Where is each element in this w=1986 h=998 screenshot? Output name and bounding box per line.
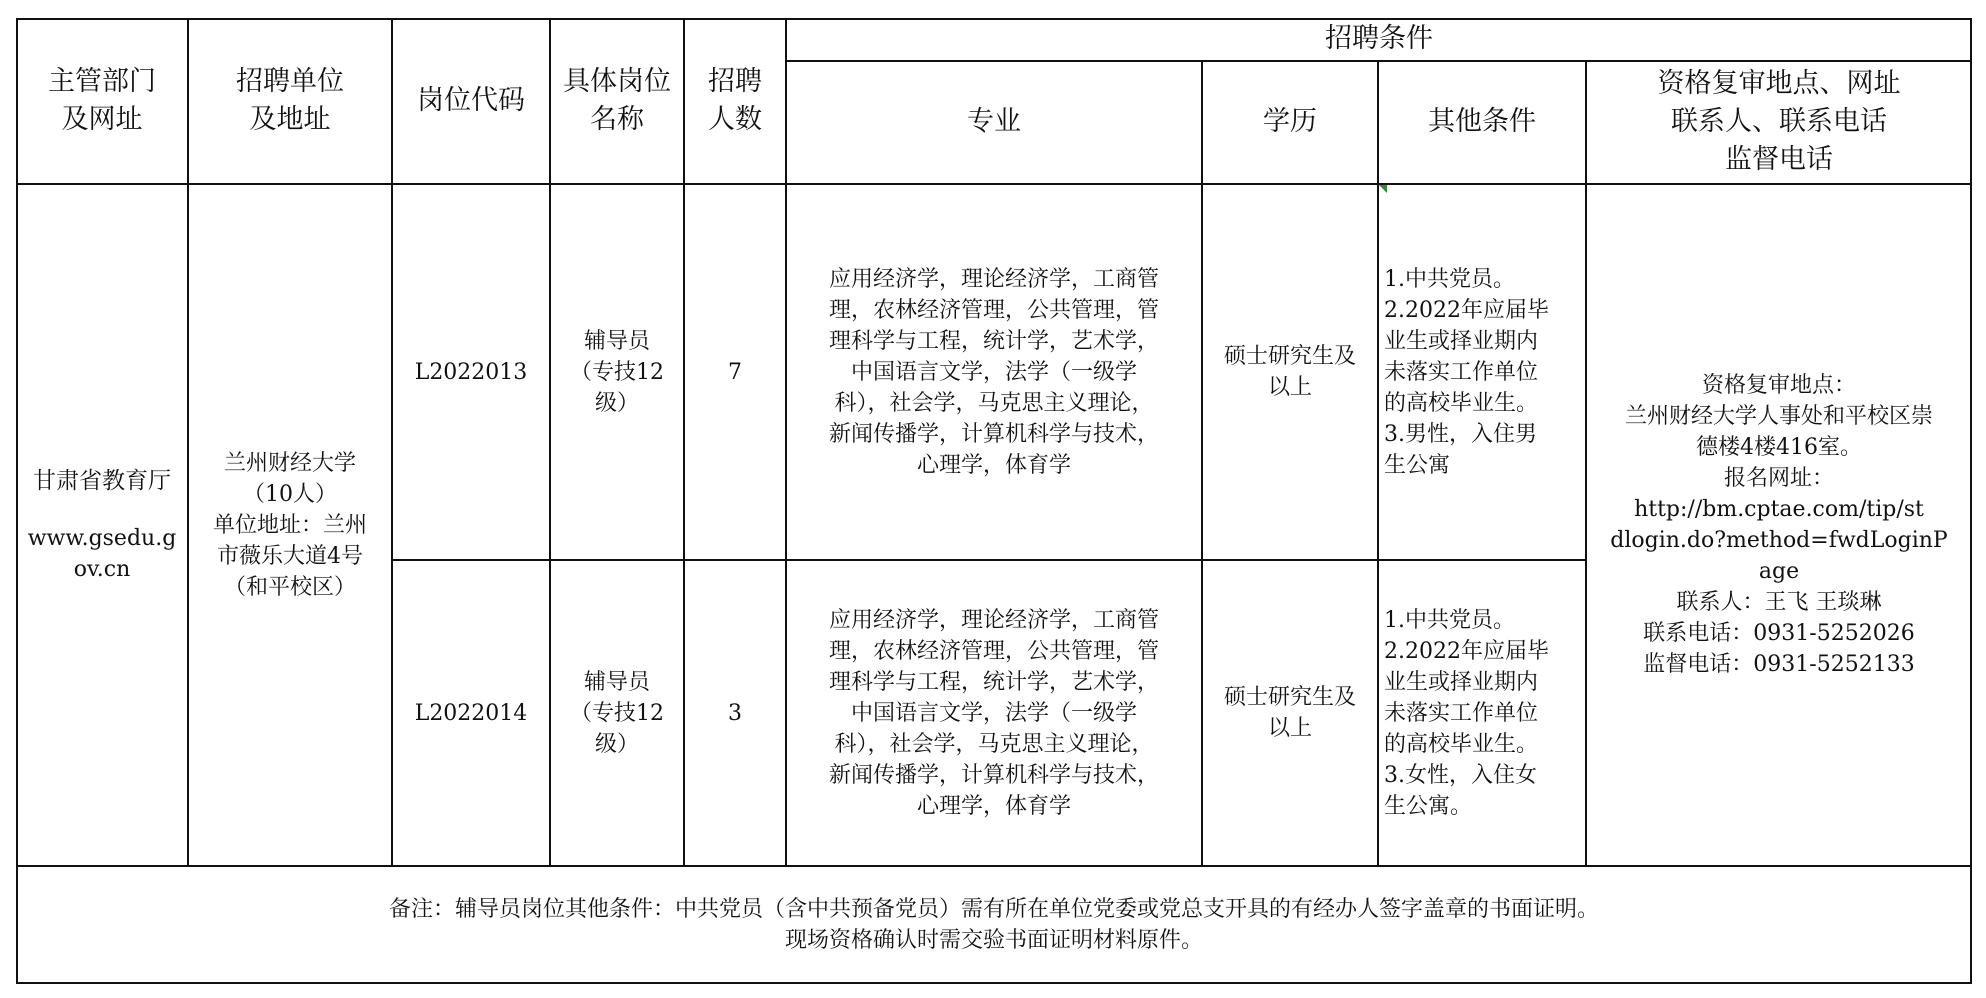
header-position-line-1: 具体岗位 (563, 66, 671, 97)
row2-code (392, 560, 550, 866)
col-line-8 (1585, 60, 1587, 866)
header-conditions (786, 18, 1972, 60)
border-bottom (16, 982, 1972, 984)
col-line-5 (785, 18, 787, 866)
col-line-2 (391, 18, 393, 866)
header-code (392, 18, 550, 184)
row1-major-line-5: 科），社会学，马克思主义理论， (834, 390, 1154, 416)
row2-other-line-5: 的高校毕业生。 (1384, 731, 1539, 757)
line-under-header (16, 183, 1972, 185)
col-line-4 (683, 18, 685, 866)
row1-major-line-7: 心理学，体育学 (916, 452, 1071, 478)
row1-education-line-1: 硕士研究生及 (1223, 344, 1356, 369)
header-other-label: 其他条件 (1428, 106, 1536, 137)
row2-major-line-3: 理科学与工程，统计学，艺术学， (828, 669, 1159, 695)
border-left (16, 18, 18, 984)
header-dept (16, 18, 188, 184)
line-above-note (16, 865, 1972, 867)
row2-other-line-4: 未落实工作单位 (1384, 700, 1539, 726)
unit-line-1: 兰州财经大学 (223, 450, 356, 476)
header-major (786, 60, 1202, 184)
row1-education (1202, 184, 1378, 560)
unit-line-3: 单位地址：兰州 (212, 512, 367, 538)
row1-major (786, 184, 1202, 560)
header-dept-line-1: 主管部门 (48, 66, 156, 97)
row2-other-line-2: 2.2022年应届毕 (1384, 638, 1549, 664)
header-position-line-2: 名称 (590, 104, 644, 135)
row2-position-line-3: 级） (594, 731, 639, 757)
border-top (16, 18, 1972, 20)
row1-major-line-4: 中国语言文学，法学（一级学 (850, 359, 1137, 385)
contact-url-line-2: dlogin.do?method=fwdLoginP (1610, 528, 1948, 553)
row2-other-line-3: 业生或择业期内 (1384, 669, 1539, 695)
contact-line-4: 报名网址： (1723, 466, 1834, 491)
unit-line-4: 市薇乐大道4号 (217, 543, 363, 569)
row2-major-line-6: 新闻传播学，计算机科学与技术， (828, 762, 1159, 788)
header-unit-line-2: 及地址 (249, 104, 331, 135)
dept-url-line-2: ov.cn (73, 556, 131, 582)
header-contact-line-2: 联系人、联系电话 (1671, 106, 1887, 137)
row2-other-line-6: 3.女性，入住女 (1384, 762, 1537, 788)
row2-major-line-5: 科），社会学，马克思主义理论， (834, 731, 1154, 757)
dept-name: 甘肃省教育厅 (33, 467, 171, 494)
row1-position-line-1: 辅导员 (583, 328, 650, 354)
row1-code (392, 184, 550, 560)
row2-major-line-4: 中国语言文学，法学（一级学 (850, 700, 1137, 726)
col-line-3 (549, 18, 551, 866)
row2-other-line-1: 1.中共党员。 (1384, 607, 1515, 633)
contact-url-line-3: age (1758, 559, 1800, 584)
row1-other-line-3: 业生或择业期内 (1384, 328, 1539, 354)
note-line-2: 现场资格确认时需交验书面证明材料原件。 (784, 928, 1203, 953)
row1-position-line-3: 级） (594, 390, 639, 416)
row1-other (1378, 184, 1586, 560)
header-other (1378, 60, 1586, 184)
dept-cell (16, 184, 188, 866)
contact-url-line-1: http://bm.cptae.com/tip/st (1634, 497, 1924, 522)
row2-major-line-1: 应用经济学，理论经济学，工商管 (828, 607, 1159, 633)
row2-position-line-1: 辅导员 (583, 669, 650, 695)
row1-count (684, 184, 786, 560)
header-education-label: 学历 (1263, 106, 1317, 137)
row2-count-text: 3 (728, 700, 742, 726)
contact-cell (1586, 184, 1972, 866)
unit-line-2: （10人） (243, 481, 337, 507)
recruitment-table (16, 18, 1972, 984)
row2-major (786, 560, 1202, 866)
row1-position-line-2: （专技12 (570, 359, 664, 385)
row1-position (550, 184, 684, 560)
row1-count-text: 7 (728, 359, 742, 385)
header-count-line-1: 招聘 (708, 66, 762, 97)
row1-other-line-1: 1.中共党员。 (1384, 266, 1515, 292)
row1-major-line-6: 新闻传播学，计算机科学与技术， (828, 421, 1159, 447)
col-line-7 (1377, 60, 1379, 866)
header-education (1202, 60, 1378, 184)
row1-code-text: L2022013 (414, 359, 528, 385)
line-between-rows (392, 559, 1586, 561)
row2-count (684, 560, 786, 866)
header-conditions-label: 招聘条件 (1325, 23, 1433, 54)
row1-education-line-2: 以上 (1267, 375, 1312, 400)
row1-major-line-2: 理，农林经济管理，公共管理，管 (828, 297, 1159, 323)
supervision-phone: 监督电话：0931-5252133 (1643, 652, 1915, 677)
row1-other-line-6: 3.男性，入住男 (1384, 421, 1537, 447)
row1-major-line-1: 应用经济学，理论经济学，工商管 (828, 266, 1159, 292)
line-under-conditions (786, 60, 1972, 62)
row2-position-line-2: （专技12 (570, 700, 664, 726)
row2-major-line-7: 心理学，体育学 (916, 793, 1071, 819)
dept-url-line-1: www.gsedu.g (27, 525, 177, 551)
col-line-6 (1201, 60, 1203, 866)
header-dept-line-2: 及网址 (61, 104, 143, 135)
contact-person: 联系人：王飞 王琰琳 (1676, 590, 1882, 615)
note-cell (16, 866, 1972, 984)
row1-other-line-4: 未落实工作单位 (1384, 359, 1539, 385)
row1-other-line-7: 生公寓 (1384, 452, 1451, 478)
row2-code-text: L2022014 (414, 700, 528, 726)
row2-education-line-2: 以上 (1267, 716, 1312, 741)
header-unit (188, 18, 392, 184)
row2-major-line-2: 理，农林经济管理，公共管理，管 (828, 638, 1159, 664)
row2-other-line-7: 生公寓。 (1384, 793, 1473, 819)
contact-line-3: 德楼4楼416室。 (1696, 435, 1862, 460)
row1-major-line-3: 理科学与工程，统计学，艺术学， (828, 328, 1159, 354)
header-count (684, 18, 786, 184)
header-count-line-2: 人数 (708, 104, 762, 135)
row1-other-line-5: 的高校毕业生。 (1384, 390, 1539, 416)
row2-position (550, 560, 684, 866)
row2-education-line-1: 硕士研究生及 (1223, 685, 1356, 710)
header-contact-line-1: 资格复审地点、网址 (1657, 68, 1901, 99)
contact-line-1: 资格复审地点： (1701, 373, 1856, 398)
header-major-label: 专业 (967, 106, 1021, 137)
header-position (550, 18, 684, 184)
note-line-1: 备注：辅导员岗位其他条件：中共党员（含中共预备党员）需有所在单位党委或党总支开具的有经办人签字盖章的书面证明。 (388, 897, 1599, 922)
row1-other-line-2: 2.2022年应届毕 (1384, 297, 1549, 323)
row2-other (1378, 560, 1586, 866)
header-code-label: 岗位代码 (417, 85, 525, 116)
contact-line-2: 兰州财经大学人事处和平校区崇 (1624, 404, 1933, 429)
col-line-1 (187, 18, 189, 866)
header-contact-line-3: 监督电话 (1725, 144, 1833, 175)
row2-education (1202, 560, 1378, 866)
comment-marker-icon (1379, 185, 1387, 193)
unit-line-5: （和平校区） (223, 574, 356, 600)
contact-phone: 联系电话：0931-5252026 (1643, 621, 1915, 646)
header-unit-line-1: 招聘单位 (236, 66, 344, 97)
header-contact (1586, 60, 1972, 184)
unit-cell (188, 184, 392, 866)
border-right (1970, 18, 1972, 984)
